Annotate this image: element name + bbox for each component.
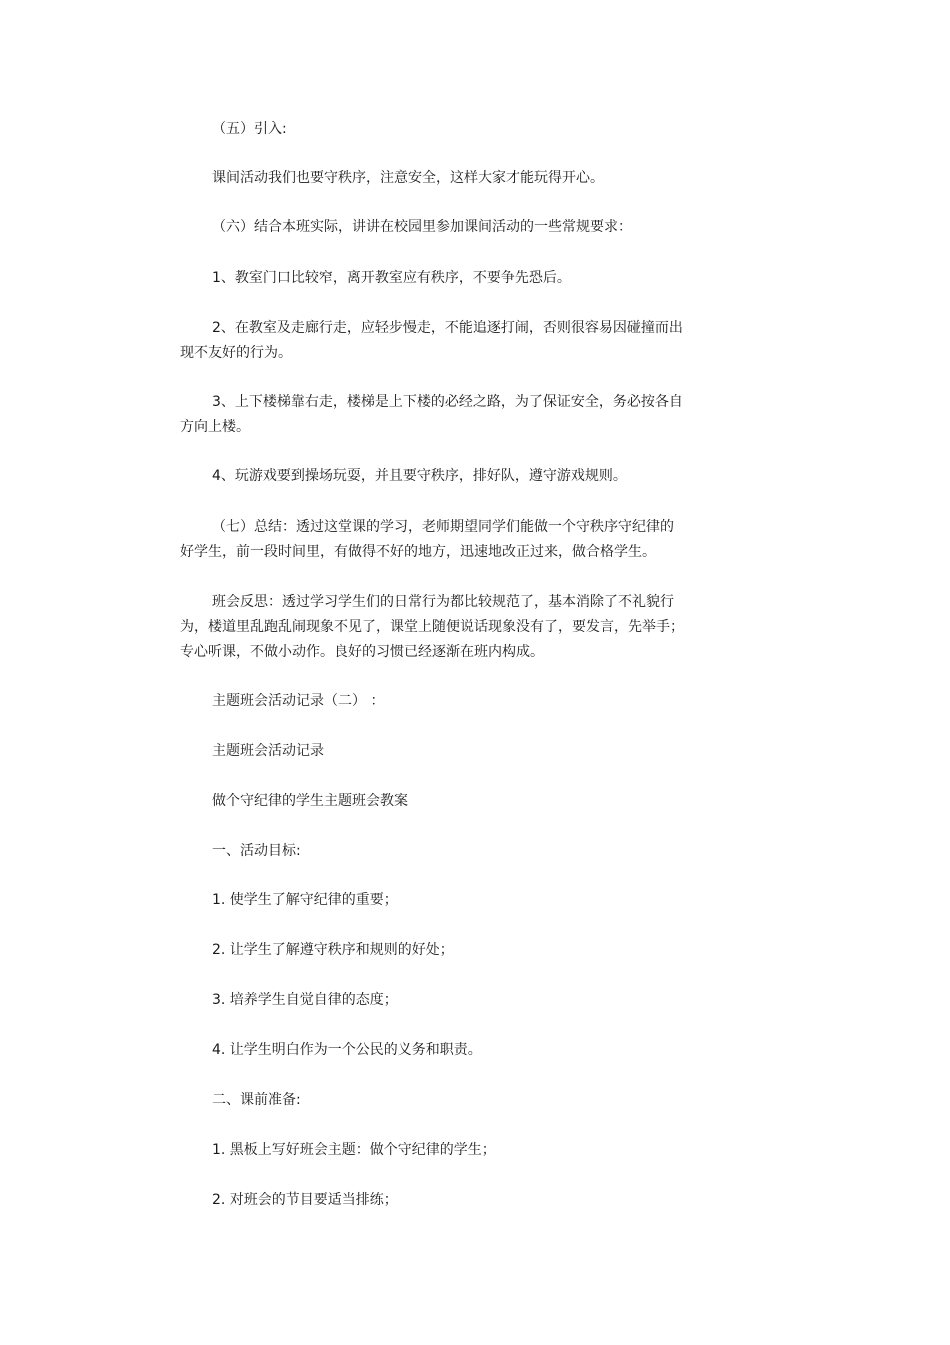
text-line: 1、教室门口比较窄，离开教室应有秩序，不要争先恐后。 (212, 270, 571, 286)
paragraph-record-title-2 (180, 689, 720, 714)
paragraph-rules-heading (180, 215, 720, 240)
paragraph-prep-heading (180, 1088, 720, 1113)
paragraph-lesson-plan-title (180, 789, 720, 814)
paragraph-goal-1 (180, 888, 720, 913)
text-line: 二、课前准备: (212, 1092, 301, 1108)
paragraph-rule-4 (180, 464, 720, 489)
text-line: 专心听课，不做小动作。良好的习惯已经逐渐在班内构成。 (180, 644, 544, 660)
paragraph-intro-text (180, 166, 720, 191)
text-line: 一、活动目标: (212, 843, 301, 859)
text-line: 主题班会活动记录 (212, 743, 324, 759)
text-line: 2. 对班会的节目要适当排练； (212, 1192, 398, 1208)
text-line: 为，楼道里乱跑乱闹现象不见了，课堂上随便说话现象没有了，要发言，先举手； (180, 619, 684, 635)
text-line: 主题班会活动记录（二） ： (212, 693, 385, 709)
paragraph-goal-4 (180, 1038, 720, 1063)
paragraph-summary (180, 515, 720, 565)
text-line: 2. 让学生了解遵守秩序和规则的好处； (212, 942, 454, 958)
paragraph-rule-1 (180, 266, 720, 291)
paragraph-prep-1 (180, 1138, 720, 1163)
text-line: 4、玩游戏要到操场玩耍，并且要守秩序，排好队，遵守游戏规则。 (212, 468, 627, 484)
paragraph-rule-3 (180, 390, 720, 440)
paragraph-goals-heading (180, 839, 720, 864)
text-line: 4. 让学生明白作为一个公民的义务和职责。 (212, 1042, 482, 1058)
text-line: 方向上楼。 (180, 419, 250, 435)
paragraph-intro-heading (180, 117, 720, 142)
text-line: 1. 使学生了解守纪律的重要； (212, 892, 398, 908)
text-line: 课间活动我们也要守秩序，注意安全，这样大家才能玩得开心。 (212, 170, 604, 186)
paragraph-record-title (180, 739, 720, 764)
text-line: 好学生，前一段时间里，有做得不好的地方，迅速地改正过来，做合格学生。 (180, 544, 656, 560)
text-line: 2、在教室及走廊行走，应轻步慢走，不能追逐打闹，否则很容易因碰撞而出 (212, 320, 683, 336)
text-line: （五）引入: (212, 121, 287, 137)
paragraph-goal-2 (180, 938, 720, 963)
text-line: 3. 培养学生自觉自律的态度； (212, 992, 398, 1008)
text-line: 班会反思：透过学习学生们的日常行为都比较规范了，基本消除了不礼貌行 (212, 594, 674, 610)
text-line: 现不友好的行为。 (180, 345, 292, 361)
text-line: 3、上下楼梯靠右走，楼梯是上下楼的必经之路，为了保证安全，务必按各自 (212, 394, 683, 410)
paragraph-goal-3 (180, 988, 720, 1013)
text-line: 做个守纪律的学生主题班会教案 (212, 793, 408, 809)
paragraph-rule-2 (180, 316, 720, 366)
paragraph-reflection (180, 590, 720, 665)
text-line: （六）结合本班实际，讲讲在校园里参加课间活动的一些常规要求： (212, 219, 632, 235)
text-line: （七）总结：透过这堂课的学习，老师期望同学们能做一个守秩序守纪律的 (212, 519, 674, 535)
paragraph-prep-2 (180, 1188, 720, 1213)
text-line: 1. 黑板上写好班会主题：做个守纪律的学生； (212, 1142, 496, 1158)
